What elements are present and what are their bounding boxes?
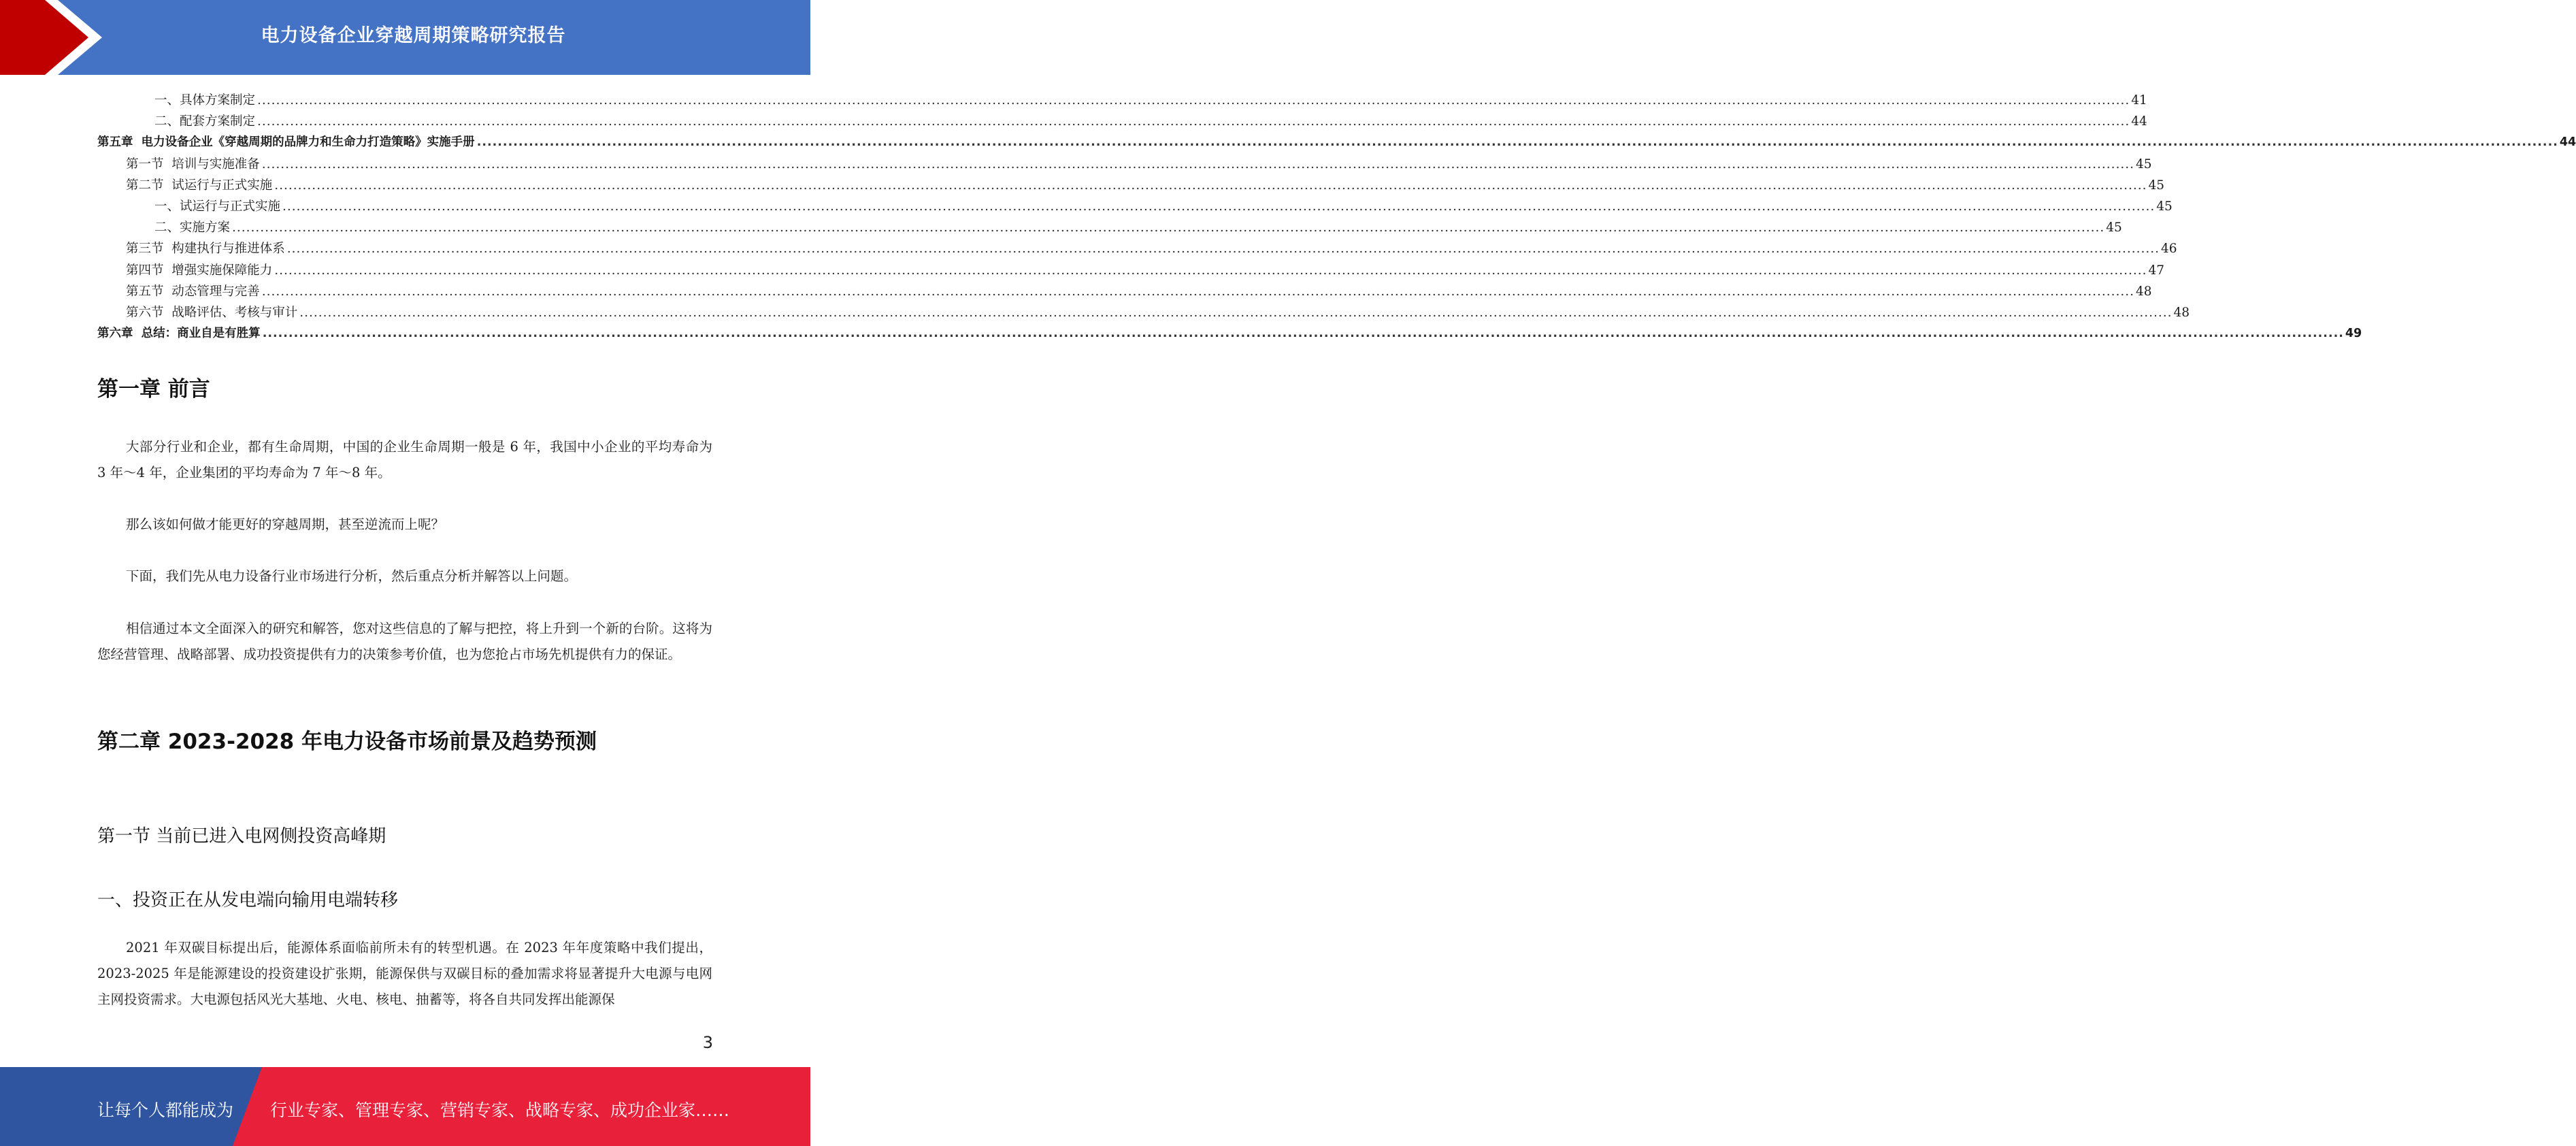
toc-entry[interactable] <box>97 90 2147 111</box>
toc-entry-label: 第四节 增强实施保障能力 <box>126 263 273 278</box>
toc-leader-dots: ................................................................................................................................................................................................................................................................................................................................................................................................................ <box>476 135 2558 150</box>
report-title: 电力设备企业穿越周期策略研究报告 <box>261 25 566 46</box>
toc-entry-page: 45 <box>2148 178 2165 193</box>
toc-leader-dots: ................................................................................................................................................................................................................................................................................................................................................................................................................ <box>232 220 2105 235</box>
toc-leader-dots: ................................................................................................................................................................................................................................................................................................................................................................................................................ <box>257 114 2130 129</box>
toc-entry-page: 44 <box>2559 135 2576 150</box>
toc-entry-page: 46 <box>2161 242 2177 257</box>
toc-entry[interactable] <box>97 154 2152 175</box>
chapter1-paragraph-1: 大部分行业和企业，都有生命周期，中国的企业生命周期一般是 6 年，我国中小企业的平均寿命为 3 年～4 年，企业集团的平均寿命为 7 年～8 年。 <box>97 439 712 480</box>
chapter1-paragraph-3: 下面，我们先从电力设备行业市场进行分析，然后重点分析并解答以上问题。 <box>126 568 578 584</box>
page-footer <box>0 1067 810 1146</box>
toc-entry-page: 45 <box>2136 157 2152 171</box>
toc-leader-dots: ................................................................................................................................................................................................................................................................................................................................................................................................................ <box>299 305 2173 320</box>
toc-entry-page: 41 <box>2131 93 2147 108</box>
toc-entry[interactable] <box>97 175 2165 196</box>
toc-entry-label: 二、配套方案制定 <box>154 114 256 129</box>
toc-entry-label: 第五章 电力设备企业《穿越周期的品牌力和生命力打造策略》实施手册 <box>97 135 475 150</box>
chapter2-heading: 第二章 2023-2028 年电力设备市场前景及趋势预测 <box>97 730 597 754</box>
toc-entry-page: 48 <box>2173 305 2190 320</box>
toc-entry[interactable] <box>97 238 2177 259</box>
toc-entry[interactable] <box>97 260 2165 281</box>
toc-entry[interactable] <box>97 196 2173 217</box>
chapter1-paragraph-2: 那么该如何做才能更好的穿越周期，甚至逆流而上呢？ <box>126 517 445 532</box>
subsection1-heading: 一、投资正在从发电端向输用电端转移 <box>97 890 399 911</box>
toc-entry-label: 第二节 试运行与正式实施 <box>126 178 273 193</box>
toc-leader-dots: ................................................................................................................................................................................................................................................................................................................................................................................................................ <box>262 327 2344 341</box>
page-header <box>0 0 810 75</box>
footer-slogan-right: 行业专家、管理专家、营销专家、战略专家、成功企业家…… <box>270 1100 730 1120</box>
toc-entry-label: 第五节 动态管理与完善 <box>126 284 260 299</box>
toc-entry-page: 47 <box>2148 263 2165 278</box>
toc-entry[interactable] <box>97 111 2147 132</box>
footer-slogan-left: 让每个人都能成为 <box>97 1100 234 1120</box>
toc-entry-page: 44 <box>2131 114 2147 129</box>
toc-leader-dots: ................................................................................................................................................................................................................................................................................................................................................................................................................ <box>274 178 2147 193</box>
toc-leader-dots: ................................................................................................................................................................................................................................................................................................................................................................................................................ <box>257 93 2130 108</box>
toc-entry-page: 49 <box>2345 327 2362 341</box>
chapter1-paragraph-4: 相信通过本文全面深入的研究和解答，您对这些信息的了解与把控，将上升到一个新的台阶。这将为您经营管理、战略部署、成功投资提供有力的决策参考价值，也为您抢占市场先机提供有力的保证。 <box>97 621 712 662</box>
chapter1-heading: 第一章 前言 <box>97 377 210 402</box>
toc-entry-label: 第六节 战略评估、考核与审计 <box>126 305 298 320</box>
toc-entry[interactable] <box>97 323 2362 344</box>
toc-entry-label: 一、试运行与正式实施 <box>154 199 281 214</box>
toc-leader-dots: ................................................................................................................................................................................................................................................................................................................................................................................................................ <box>286 242 2160 257</box>
toc-entry-label: 第一节 培训与实施准备 <box>126 157 260 171</box>
toc-entry-label: 第三节 构建执行与推进体系 <box>126 242 285 257</box>
table-of-contents <box>97 90 2576 344</box>
page-number: 3 <box>702 1033 713 1052</box>
toc-leader-dots: ................................................................................................................................................................................................................................................................................................................................................................................................................ <box>261 284 2135 299</box>
toc-leader-dots: ................................................................................................................................................................................................................................................................................................................................................................................................................ <box>274 263 2147 278</box>
toc-entry-page: 45 <box>2156 199 2173 214</box>
toc-entry-page: 45 <box>2106 220 2122 235</box>
toc-entry-page: 48 <box>2136 284 2152 299</box>
toc-entry[interactable] <box>97 132 2576 153</box>
toc-entry-label: 第六章 总结：商业自是有胜算 <box>97 327 261 341</box>
toc-leader-dots: ................................................................................................................................................................................................................................................................................................................................................................................................................ <box>261 157 2135 171</box>
toc-leader-dots: ................................................................................................................................................................................................................................................................................................................................................................................................................ <box>282 199 2156 214</box>
chapter2-paragraph-1: 2021 年双碳目标提出后，能源体系面临前所未有的转型机遇。在 2023 年年度策略中我们提出，2023-2025 年是能源建设的投资建设扩张期，能源保供与双碳目标的叠加需求将显著提升大电源与电网主网投资需求。大电源包括风光大基地、火电、核电、抽蓄等，将各自共同发挥出能源保 <box>97 940 712 1007</box>
toc-entry-label: 二、实施方案 <box>154 220 231 235</box>
toc-entry-label: 一、具体方案制定 <box>154 93 256 108</box>
toc-entry[interactable] <box>97 281 2152 302</box>
toc-entry[interactable] <box>97 302 2190 323</box>
toc-entry[interactable] <box>97 217 2122 238</box>
section1-heading: 第一节 当前已进入电网侧投资高峰期 <box>97 826 386 847</box>
